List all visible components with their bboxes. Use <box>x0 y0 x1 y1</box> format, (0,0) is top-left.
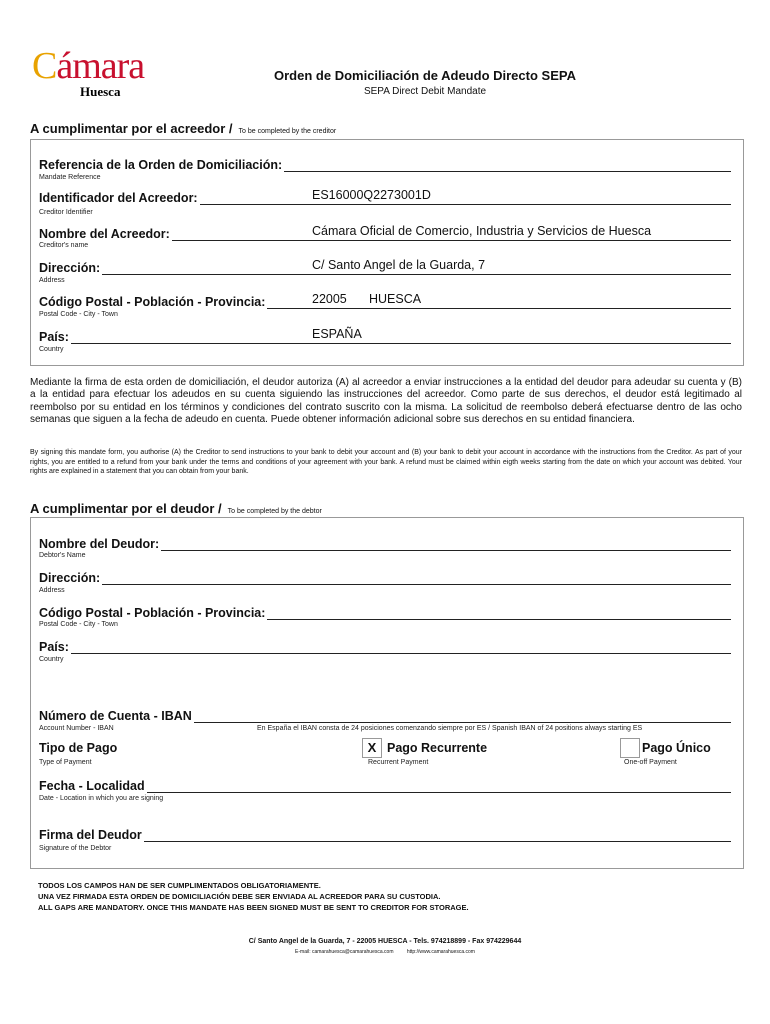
debtor-name-caption: Debtor's Name <box>39 552 86 559</box>
oneoff-payment-label: Pago Único <box>642 741 711 755</box>
payment-type-caption: Type of Payment <box>39 759 92 766</box>
mandatory-notes <box>38 880 469 913</box>
debtor-address-field[interactable]: Dirección: <box>39 563 731 589</box>
debtor-country-caption: Country <box>39 656 64 663</box>
creditor-id-field[interactable]: Identificador del Acreedor: ES16000Q2273001D <box>39 183 731 209</box>
footer-email[interactable]: E-mail: camarahuesca@camarahuesca.com <box>295 949 394 955</box>
debtor-box <box>30 517 744 869</box>
footer-contact <box>0 949 770 955</box>
logo-wordmark: Cámara <box>32 45 145 87</box>
mandate-text-es: Mediante la firma de esta orden de domiciliación, el deudor autoriza (A) al acreedor a enviar instrucciones a la entidad del deudor para adeudar su cuenta y (B) a la entidad para efectuar los adeudos en su cuenta siguiendo las instrucciones del acreedor. Como parte de sus derechos, el deudor está legitimado al reembolso por su entidad en los términos y condiciones del contrato suscrito con la misma. La solicitud de reembolso deberá efectuarse dentro de las ocho semanas que siguen a la fecha de adeudo en cuenta. Puede obtener información adicional sobre sus derechos en su entidad financiera. <box>30 377 742 425</box>
oneoff-payment-caption: One-off Payment <box>624 759 677 766</box>
creditor-box <box>30 139 744 366</box>
creditor-postal-caption: Postal Code - City - Town <box>39 311 118 318</box>
document-subtitle: SEPA Direct Debit Mandate <box>363 86 487 97</box>
logo-subtitle: Huesca <box>80 84 121 99</box>
creditor-name-caption: Creditor's name <box>39 242 89 249</box>
creditor-postal-field[interactable]: Código Postal - Población - Provincia: 22005 HUESCA <box>39 287 731 313</box>
camara-huesca-logo <box>32 44 172 100</box>
iban-field[interactable]: Número de Cuenta - IBAN <box>39 701 731 727</box>
mandate-reference-field[interactable]: Referencia de la Orden de Domiciliación: <box>39 150 731 176</box>
payment-type-label: Tipo de Pago <box>39 741 118 755</box>
footer-website[interactable]: http://www.camarahuesca.com <box>406 949 475 955</box>
debtor-postal-caption: Postal Code - City - Town <box>39 621 118 628</box>
creditor-address-field[interactable]: Dirección: C/ Santo Angel de la Guarda, 7 <box>39 253 731 279</box>
signature-caption: Signature of the Debtor <box>39 845 112 852</box>
note-line: TODOS LOS CAMPOS HAN DE SER CUMPLIMENTADOS OBLIGATORIAMENTE. <box>38 881 321 890</box>
document-title: Orden de Domiciliación de Adeudo Directo SEPA <box>274 68 576 83</box>
signature-field[interactable]: Firma del Deudor <box>39 820 731 846</box>
recurrent-payment-caption: Recurrent Payment <box>368 759 429 766</box>
date-location-field[interactable]: Fecha - Localidad <box>39 771 731 797</box>
creditor-address-caption: Address <box>39 277 65 284</box>
mandate-reference-caption: Mandate Reference <box>39 174 101 181</box>
iban-note: En España el IBAN consta de 24 posiciones comenzando siempre por ES / Spanish IBAN of 24 positions always starting ES <box>257 725 643 732</box>
mandate-text-en: By signing this mandate form, you authorise (A) the Creditor to send instructions to your bank to debit your account and (B) your bank to debit your account in accordance with the instructions from the Creditor. As part of your rights, you are entitled to a refund from your bank under the terms and conditions of your agreement with your bank. A refund must be claimed within eigth weeks starting from the date on which your account was debited. Your rights are explained in a statement that you can obtain from your bank. <box>30 449 742 475</box>
iban-caption: Account Number - IBAN <box>39 725 114 732</box>
debtor-postal-field[interactable]: Código Postal - Población - Provincia: <box>39 598 731 624</box>
debtor-country-field[interactable]: País: <box>39 632 731 658</box>
creditor-id-caption: Creditor Identifier <box>39 209 93 216</box>
creditor-section-heading: A cumplimentar por el acreedor / To be completed by the creditor <box>30 121 337 136</box>
oneoff-payment-checkbox[interactable] <box>620 738 640 758</box>
note-line: ALL GAPS ARE MANDATORY. ONCE THIS MANDATE HAS BEEN SIGNED MUST BE SENT TO CREDITOR FOR STORAGE. <box>38 903 469 912</box>
footer-address: C/ Santo Angel de la Guarda, 7 - 22005 HUESCA - Tels. 974218899 - Fax 974229644 <box>248 938 522 945</box>
note-line: UNA VEZ FIRMADA ESTA ORDEN DE DOMICILIACIÓN DEBE SER ENVIADA AL ACREEDOR PARA SU CUSTODIA. <box>38 892 441 901</box>
creditor-name-field[interactable]: Nombre del Acreedor: Cámara Oficial de Comercio, Industria y Servicios de Huesca <box>39 219 731 245</box>
creditor-country-field[interactable]: País: ESPAÑA <box>39 322 731 348</box>
date-location-caption: Date - Location in which you are signing <box>39 795 164 802</box>
debtor-section-heading: A cumplimentar por el deudor / To be completed by the debtor <box>30 501 322 516</box>
debtor-name-field[interactable]: Nombre del Deudor: <box>39 529 731 555</box>
debtor-address-caption: Address <box>39 587 65 594</box>
creditor-country-caption: Country <box>39 346 64 353</box>
recurrent-payment-label: Pago Recurrente <box>387 741 488 755</box>
recurrent-payment-checkbox[interactable]: X <box>362 738 382 758</box>
